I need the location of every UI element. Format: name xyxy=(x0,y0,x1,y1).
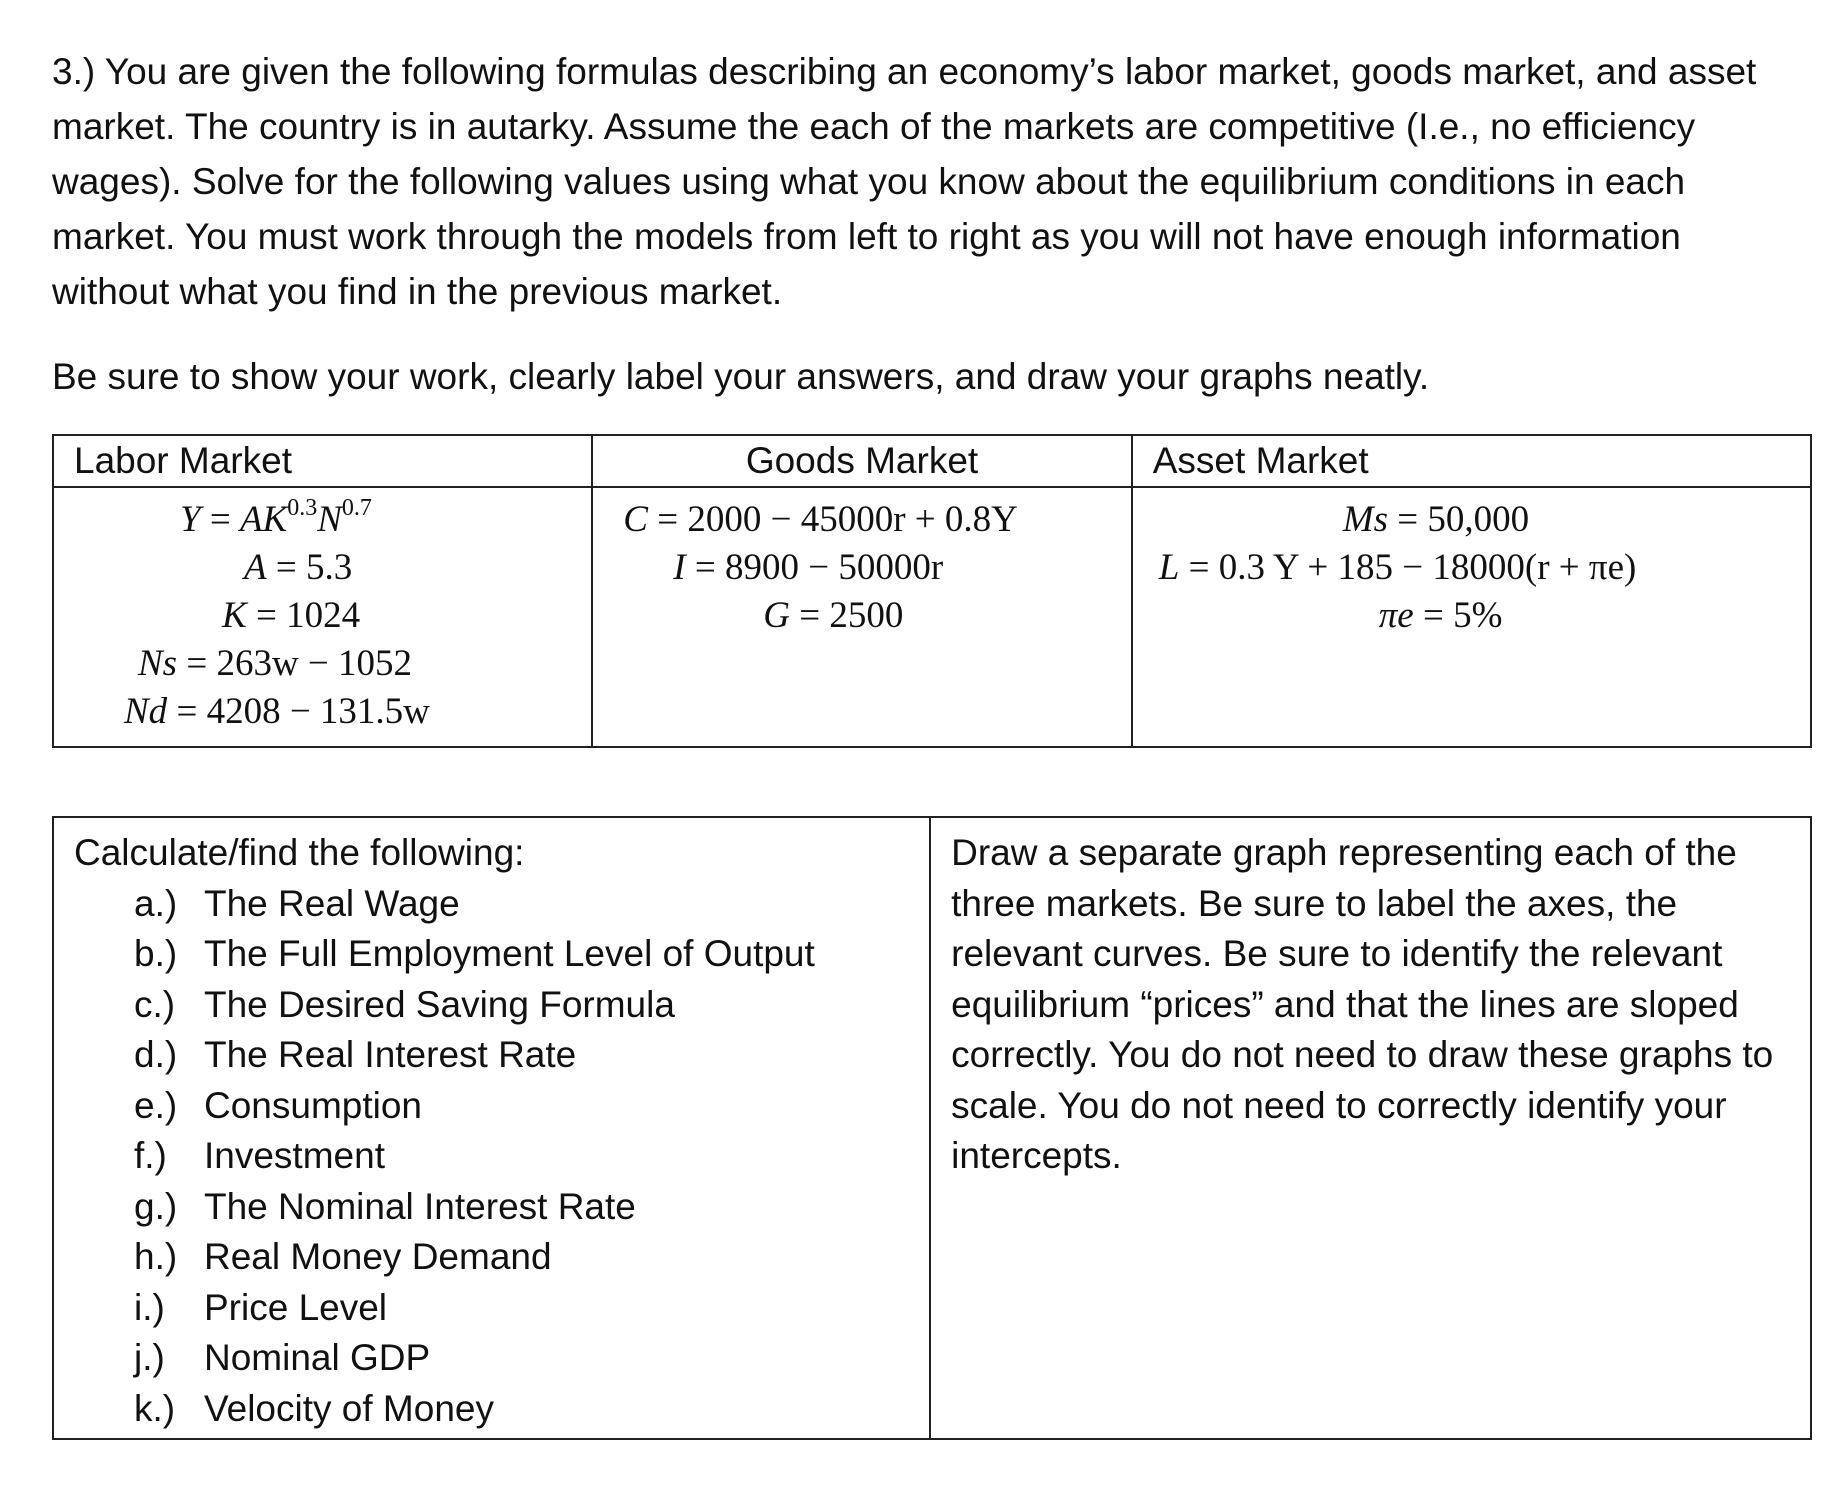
productivity-equation: A = 5.3 xyxy=(244,547,353,588)
goods-market-header xyxy=(592,435,1131,487)
goods-market-equations xyxy=(592,487,1131,747)
list-item: f.) Investment xyxy=(134,1135,385,1176)
tasks-row xyxy=(53,817,1811,1439)
instructions: Be sure to show your work, clearly label your answers, and draw your graphs neatly. xyxy=(52,356,1430,397)
asset-market-header xyxy=(1132,435,1811,487)
draw-instructions: Draw a separate graph representing each of the three markets. Be sure to label the axes, the relevant curves. Be sure to identify the relevant equilibrium “prices” and that the lines are sloped correctly. You do not need to draw these graphs to scale. You do not need to correctly identify your intercepts. xyxy=(951,832,1774,1176)
consumption-equation: C = 2000 − 45000r + 0.8Y xyxy=(623,499,1018,540)
list-item: e.) Consumption xyxy=(134,1084,423,1126)
production-function: $Y = AK^{0.3}N^{0.7}$ xyxy=(180,495,372,540)
list-item: c.) The Desired Saving Formula xyxy=(134,983,675,1025)
calculate-heading: Calculate/find the following: xyxy=(74,832,525,873)
list-item: b.) The Full Employment Level of Output xyxy=(134,933,815,974)
asset-market-title: Asset Market xyxy=(1152,440,1369,481)
list-item: g.) The Nominal Interest Rate xyxy=(134,1185,636,1227)
capital-equation: K = 1024 xyxy=(222,595,361,636)
investment-equation: I = 8900 − 50000r xyxy=(673,547,944,588)
markets-header-row xyxy=(53,435,1811,487)
tasks-table xyxy=(52,816,1812,1440)
asset-market-equations xyxy=(1132,487,1811,747)
draw-graph-cell xyxy=(930,817,1811,1439)
problem-intro: 3.) You are given the following formulas describing an economy’s labor market, goods market, and asset market. The country is in autarky. Assume the each of the markets are competitive (I.e., no efficiency wages). Solve for the following values using what you know about the equilibrium conditions in each market. You must work through the models from left to right as you will not have enough information without what you find in the previous market. xyxy=(52,51,1757,312)
government-equation: G = 2500 xyxy=(763,595,904,636)
markets-equations-row xyxy=(53,487,1811,747)
goods-market-title: Goods Market xyxy=(745,440,979,481)
list-item: d.) The Real Interest Rate xyxy=(134,1034,577,1075)
list-item: a.) The Real Wage xyxy=(134,882,460,924)
labor-market-equations xyxy=(53,487,592,747)
list-item: j.) Nominal GDP xyxy=(134,1337,431,1378)
labor-market-header xyxy=(53,435,592,487)
money-demand-equation: L = 0.3 Y + 185 − 18000(r + πe) xyxy=(1158,547,1637,588)
money-supply-equation: Ms = 50,000 xyxy=(1342,499,1530,540)
labor-demand-equation: Nd = 4208 − 131.5w xyxy=(124,691,430,732)
labor-supply-equation: Ns = 263w − 1052 xyxy=(138,643,413,684)
calculate-cell xyxy=(53,817,930,1439)
list-item: i.) Price Level xyxy=(134,1286,388,1328)
expected-inflation-equation: πe = 5% xyxy=(1378,595,1503,636)
task-list xyxy=(74,879,909,1435)
list-item: k.) Velocity of Money xyxy=(134,1387,494,1429)
list-item: h.) Real Money Demand xyxy=(134,1236,552,1277)
labor-market-title: Labor Market xyxy=(74,440,292,481)
markets-table xyxy=(52,434,1812,748)
